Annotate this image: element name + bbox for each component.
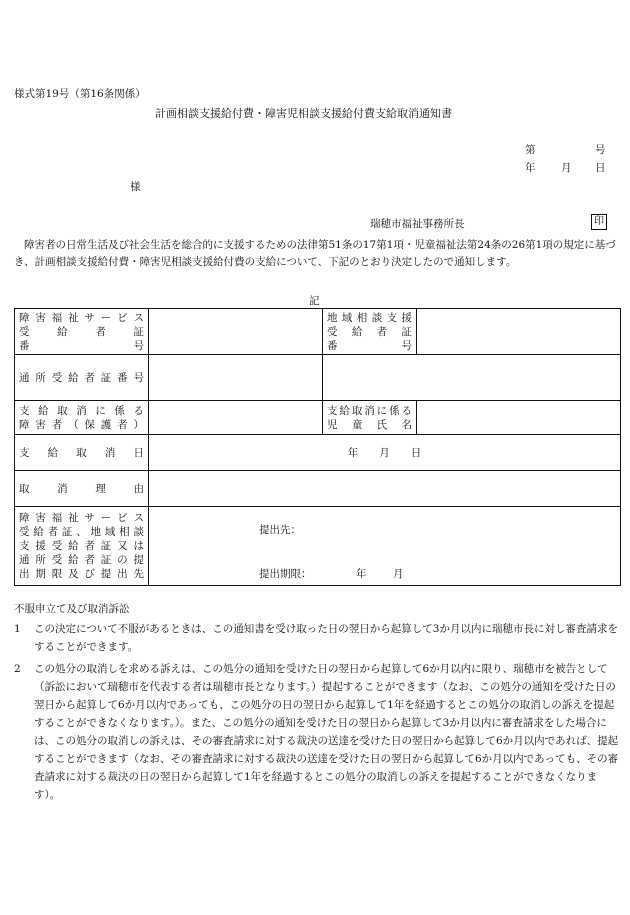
submission-field[interactable] [149, 507, 621, 586]
doc-number-prefix: 第 [525, 144, 536, 156]
date-year: 年 [525, 162, 536, 174]
regional-cert-digits[interactable] [417, 309, 621, 355]
issuer-name: 瑞穂市福祉事務所長 [370, 218, 465, 230]
remedy-text: この決定について不服があるときは、この通知書を受け取った日の翌日から起算して3か月以内に瑞穂市長に対し審査請求をすることができます。 [34, 623, 618, 653]
row-submission [15, 507, 621, 586]
cancel-date-label: 支給取消日 [15, 435, 149, 471]
child-name-field[interactable] [417, 401, 621, 435]
deadline-year: 年 [356, 568, 367, 580]
day-care-cert-label: 通所受給者証番号 [15, 355, 149, 401]
cancel-reason-field[interactable] [149, 471, 621, 507]
addressee-suffix: 様 [130, 181, 141, 193]
remedy-number: 2 [14, 663, 21, 675]
day-care-cert-blank [323, 355, 621, 401]
disabled-person-label: 支給取消に係る 障害者（保護者） [15, 401, 149, 435]
remedy-item-1 [14, 620, 620, 656]
date-month: 月 [561, 162, 572, 174]
remedy-text: この処分の取消しを求める訴えは、この処分の通知を受けた日の翌日から起算して6か月以内に限り、瑞穂市を被告として（訴訟において瑞穂市を代表する者は瑞穂市長となります。）提起することができます（なお、この処分の通知を受けた日の翌日から起算して6か月以内であっても、この処分の日の翌日から起算して1年を経過するとこの処分の取消しの訴えを提起することができなくなります。）。また、この処分の通知を受けた日の翌日から起算して3か月以内に審査請求をした場合には、この処分の取消しの訴えは、その審査請求に対する裁決の送達を受けた日の翌日から起算して6か月以内であれば、提起することができます（なお、その審査請求に対する裁決の送達を受けた日の翌日から起算して6か月以内であっても、その審査請求に対する裁決の日の翌日から起算して1年を経過するとこの処分の取消しの訴えを提起することができなくなります）。 [34, 663, 619, 801]
disabled-person-field[interactable] [149, 401, 323, 435]
notice-table [14, 308, 621, 586]
submit-to-label: 提出先： [259, 524, 301, 536]
day-care-cert-digits[interactable] [149, 355, 323, 401]
row-subject [15, 401, 621, 435]
child-name-label: 支給取消に係る 児童氏名 [323, 401, 417, 435]
intro-paragraph: 障害者の日常生活及び社会生活を総合的に支援するための法律第51条の17第1項・児童福祉法第24条の26第1項の規定に基づき、計画相談支援給付費・障害児相談支援給付費の支給について、下記のとおり決定したので通知します。 [14, 239, 616, 268]
remedy-number: 1 [14, 623, 21, 635]
ki-heading: 記 [309, 295, 320, 307]
submission-label: 障害福祉サービス 受給者証、地域相談 支援受給者証又は 通所受給者証の提 出期限及び提出先 [15, 507, 149, 586]
service-cert-digits[interactable] [149, 309, 323, 355]
row-cancel-reason [15, 471, 621, 507]
row-cancel-date [15, 435, 621, 471]
doc-number-suffix: 号 [595, 144, 606, 156]
remedy-item-2 [14, 660, 620, 804]
cancel-reason-label: 取消理由 [15, 471, 149, 507]
document-title: 計画相談支援給付費・障害児相談支援給付費支給取消通知書 [155, 107, 452, 120]
remedy-heading: 不服申立て及び取消訴訟 [14, 603, 130, 615]
row-certificate-numbers [15, 309, 621, 355]
submit-deadline-label: 提出期限： [259, 568, 312, 580]
seal-mark: 印 [591, 214, 607, 230]
date-day: 日 [595, 162, 606, 174]
cancel-date-value[interactable]: 年 月 日 [149, 435, 621, 471]
deadline-month: 月 [393, 568, 404, 580]
service-cert-label: 障害福祉サービス 受給者証 番号 [15, 309, 149, 355]
regional-cert-label: 地域相談支援 受給者証 番号 [323, 309, 417, 355]
row-day-care-cert [15, 355, 621, 401]
form-number: 様式第19号（第16条関係） [14, 88, 146, 100]
